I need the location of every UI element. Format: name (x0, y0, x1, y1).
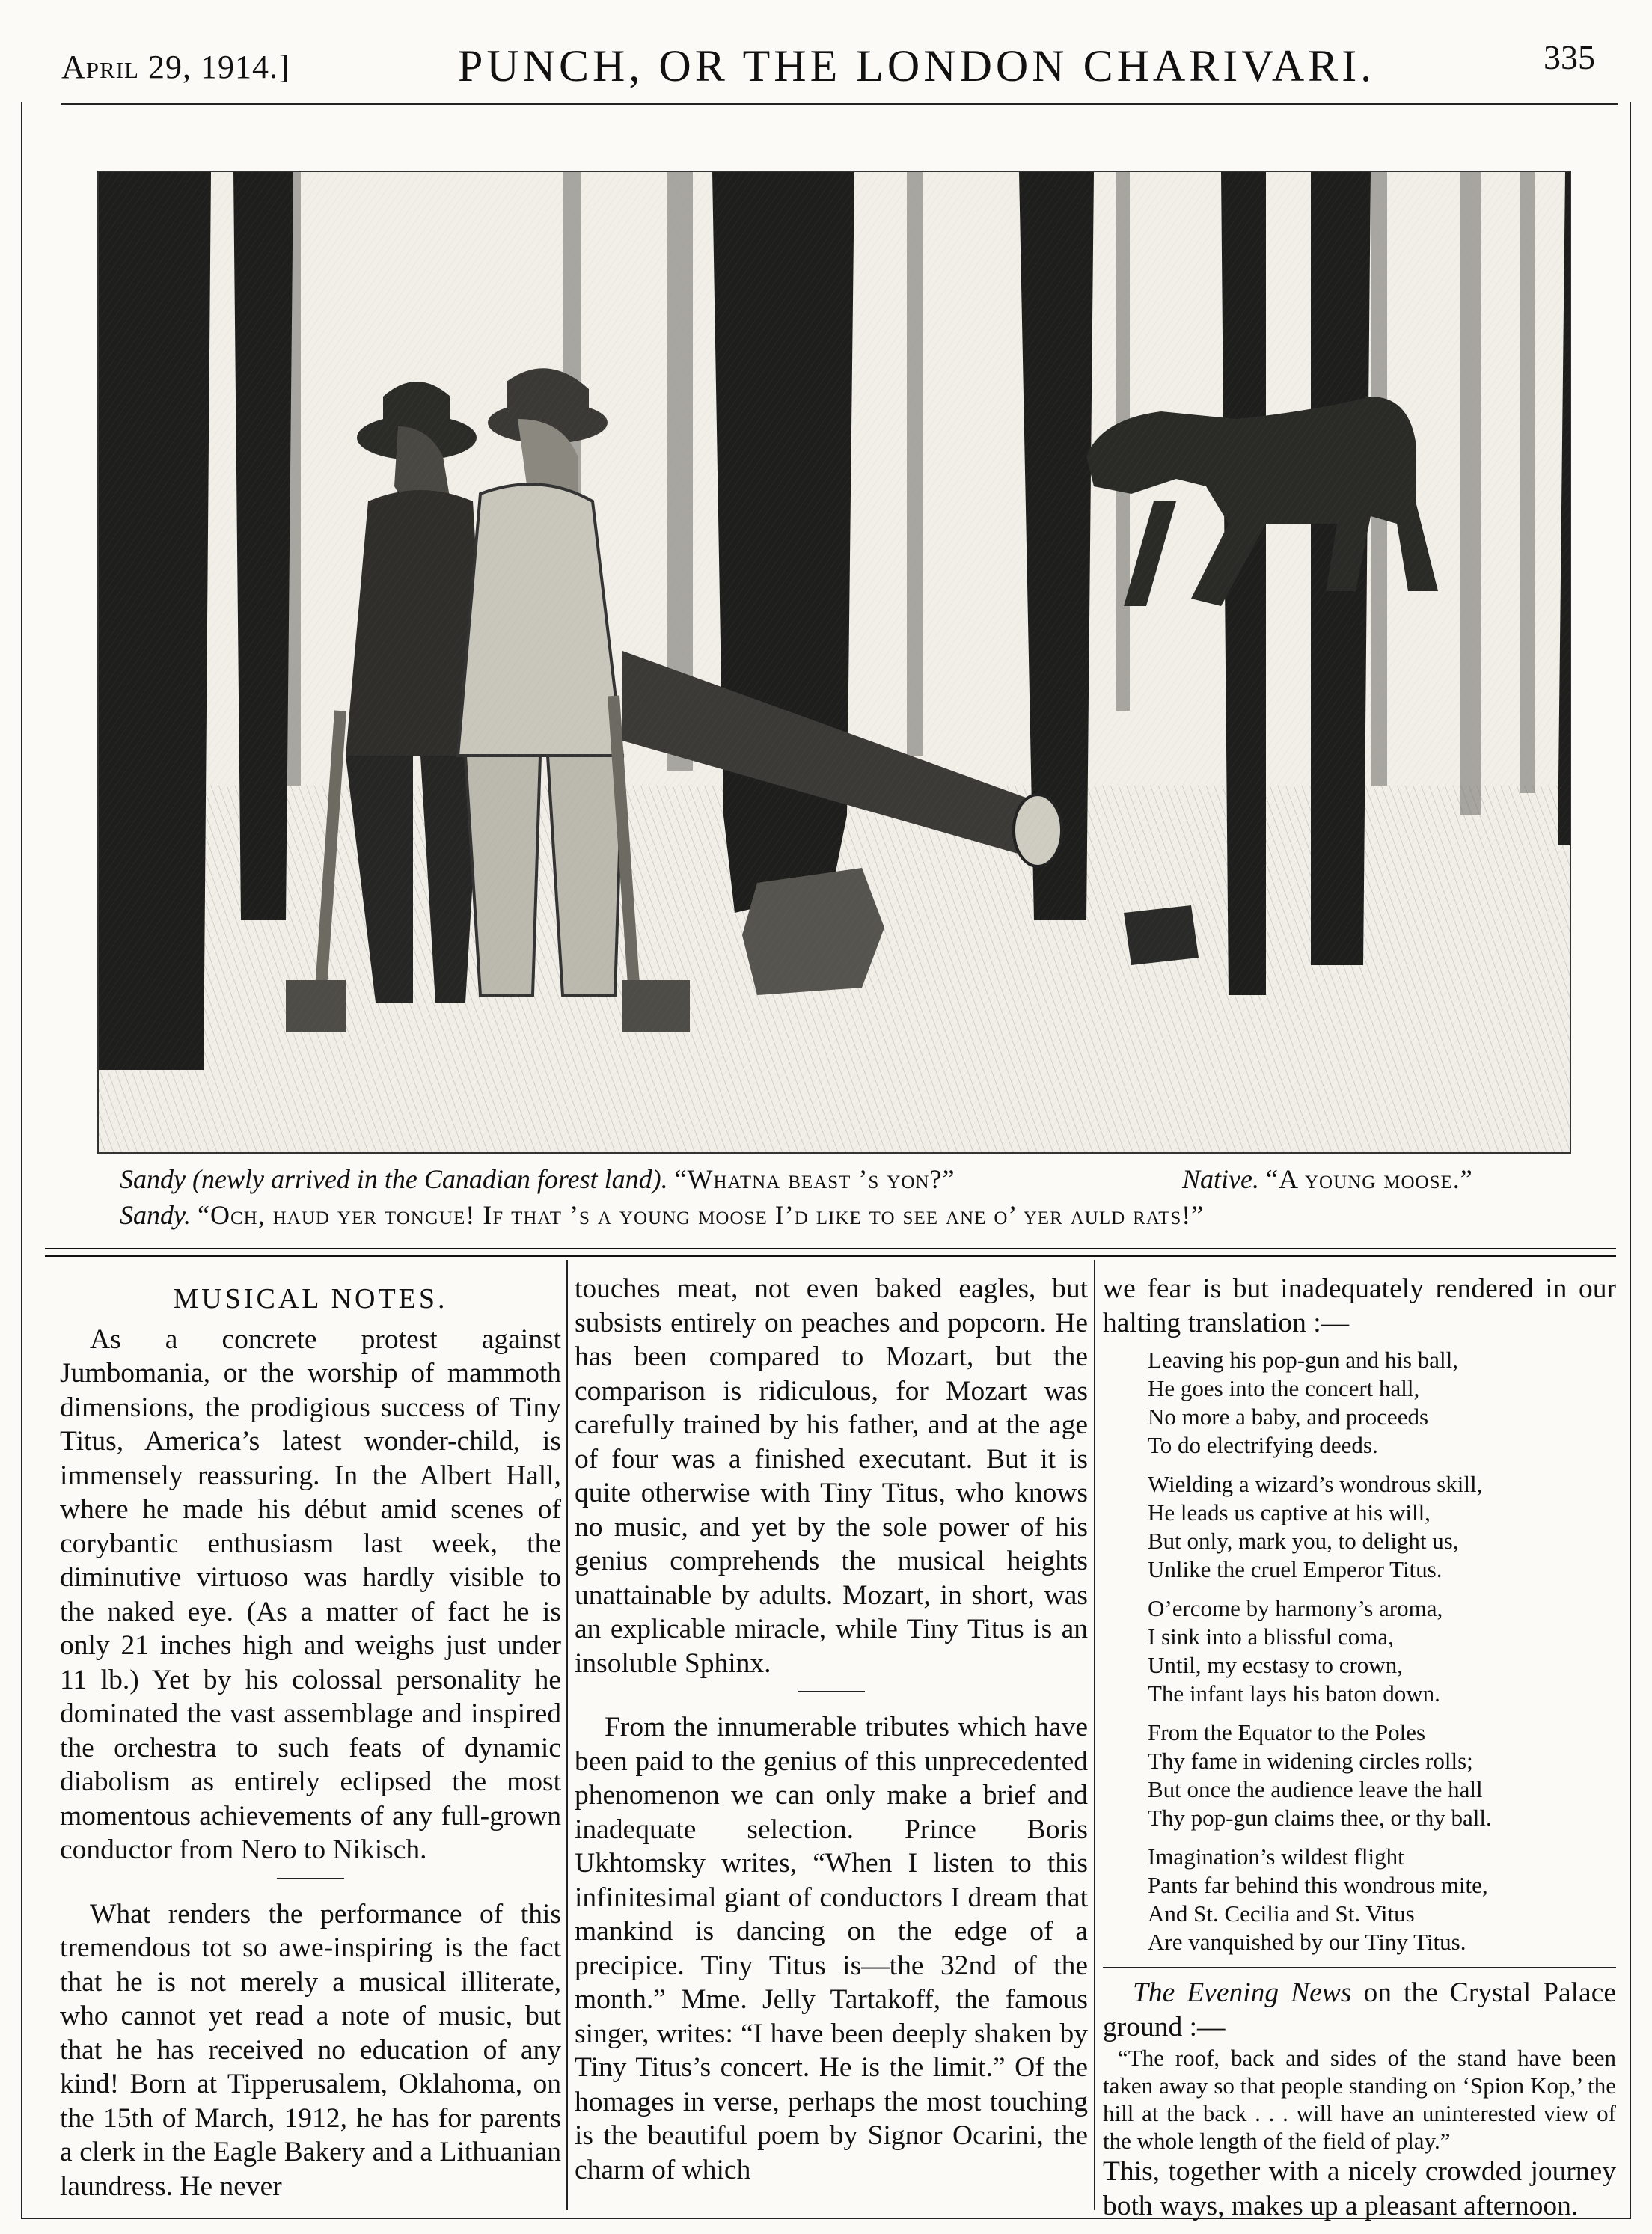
issue-date: April 29, 1914.] (61, 49, 290, 85)
section-divider (798, 1691, 865, 1692)
section-divider (277, 1878, 344, 1879)
caption-speech-2: “Och, haud yer tongue! If that ’s a young moose I’d like to see ane o’ yer auld rats!” (198, 1200, 1205, 1230)
forest-scene-drawing (99, 172, 1570, 1152)
poem-line: Pants far behind this wondrous mite, (1148, 1872, 1488, 1898)
caption-speech-1: “Whatna beast ’s yon?” (674, 1164, 955, 1194)
poem-line: Are vanquished by our Tiny Titus. (1148, 1929, 1466, 1955)
poem-line: But once the audience leave the hall (1148, 1776, 1483, 1802)
newspaper-name: The Evening News (1133, 1977, 1352, 2008)
poem-stanza (1148, 1470, 1616, 1584)
poem-line: To do electrifying deeds. (1148, 1432, 1378, 1458)
article-heading: MUSICAL NOTES. (173, 1283, 448, 1315)
caption-speaker-native: Native. (1182, 1164, 1259, 1194)
caption-speech-native: “A young moose.” (1265, 1164, 1473, 1194)
article-paragraph-2: What renders the performance of this tremendous tot so awe-inspiring is the fact that he is not merely a musical illiterate, who cannot yet read a note of music, but that he has received no education of any kind! Born at Tipperusalem, Oklahoma, on the 15th of March, 1912, he has for parents a clerk in the Eagle Bakery and a Lithuanian laundress. He never (60, 1898, 561, 2202)
caption-speaker-sandy-2: Sandy. (120, 1200, 191, 1230)
poem-line: Imagination’s wildest flight (1148, 1843, 1404, 1870)
poem-line: Leaving his pop-gun and his ball, (1148, 1347, 1458, 1373)
publication-title: PUNCH, OR THE LONDON CHARIVARI. (458, 41, 1376, 91)
poem-line: He leads us captive at his will, (1148, 1499, 1431, 1525)
poem (1148, 1346, 1616, 1956)
poem-stanza (1148, 1346, 1616, 1460)
crystal-palace-closing: This, together with a nicely crowded journey both ways, makes up a pleasant afternoon. (1103, 2156, 1616, 2221)
header-rule (61, 103, 1618, 105)
poem-line: He goes into the concert hall, (1148, 1375, 1420, 1401)
caption-speaker-sandy: Sandy (newly arrived in the Canadian forest land). (120, 1164, 668, 1194)
poem-line: No more a baby, and proceeds (1148, 1404, 1429, 1430)
page-number: 335 (1544, 38, 1595, 76)
crystal-palace-quote: “The roof, back and sides of the stand have been taken away so that people standing on ‘Spion Kop,’ the hill at the back . . . will have an uninterested view of the whole length of the field of play.” (1103, 2045, 1616, 2154)
poem-line: The infant lays his baton down. (1148, 1680, 1440, 1707)
poem-line: But only, mark you, to delight us, (1148, 1528, 1459, 1554)
poem-line: I sink into a blissful coma, (1148, 1624, 1394, 1650)
column-separator-1 (566, 1260, 568, 2210)
poem-line: Until, my ecstasy to crown, (1148, 1652, 1403, 1678)
poem-line: Thy fame in widening circles rolls; (1148, 1748, 1473, 1774)
poem-line: Wielding a wizard’s wondrous skill, (1148, 1471, 1483, 1497)
article-paragraph-4: From the innumerable tributes which have been paid to the genius of this unprecedented phenomenon we can only make a brief and inadequate selection. Prince Boris Ukhtomsky writes, “When I listen to this infinitesimal giant of conductors I dream that mankind is dancing on the edge of a precipice. Tiny Titus is—the 32nd of the month.” Mme. Jelly Tartakoff, the famous singer, writes: “I have been deeply shaken by Tiny Titus’s concert. He is the limit.” Of the homages in verse, perhaps the most touching is the beautiful poem by Signor Ocarini, the charm of which (575, 1712, 1088, 2185)
column-2 (575, 1272, 1088, 2187)
running-head (39, 31, 1618, 99)
article-paragraph-5: we fear is but inadequately rendered in our halting translation :— (1103, 1273, 1616, 1338)
poem-stanza (1148, 1594, 1616, 1708)
poem-stanza (1148, 1719, 1616, 1832)
right-border (1630, 102, 1631, 2219)
poem-line: Thy pop-gun claims thee, or thy ball. (1148, 1805, 1492, 1831)
article-paragraph-3: touches meat, not even baked eagles, but subsists entirely on peaches and popcorn. He has been compared to Mozart, but the comparison is ridiculous, for Mozart was carefully trained by his father, and at the age of four was a finished executant. But it is quite otherwise with Tiny Titus, who knows no music, and yet by the sole power of his genius comprehends the musical heights unattainable by adults. Mozart, in short, was an explicable miracle, while Tiny Titus is an insoluble Sphinx. (575, 1273, 1088, 1679)
poem-line: From the Equator to the Poles (1148, 1719, 1426, 1745)
column-separator-2 (1094, 1260, 1095, 2210)
cartoon-illustration (97, 171, 1571, 1154)
poem-line: Unlike the cruel Emperor Titus. (1148, 1556, 1443, 1582)
article-paragraph-1: As a concrete protest against Jumbomania, or the worship of mammoth dimensions, the prodigious success of Tiny Titus, America’s latest wonder-child, is immensely reassuring. In the Albert Hall, where he made his début amid scenes of corybantic enthusiasm last week, the diminutive virtuoso was hardly visible to the naked eye. (As a matter of fact he is only 21 inches high and weighs just under 11 lb.) Yet by his colossal personality he dominated the vast assemblage and inspired the orchestra to such feats of dynamic diabolism as entirely eclipsed the most momentous achievements of any full-grown conductor from Nero to Nikisch. (60, 1323, 561, 1865)
lead-text: on the Crystal Palace ground :— (1103, 1977, 1616, 2042)
poem-stanza (1148, 1843, 1616, 1956)
poem-line: O’ercome by harmony’s aroma, (1148, 1595, 1443, 1621)
cartoon-caption (120, 1161, 1571, 1233)
poem-line: And St. Cecilia and St. Vitus (1148, 1900, 1415, 1927)
column-rule (1103, 1967, 1616, 1968)
caption-double-rule (45, 1248, 1616, 1257)
left-border (21, 102, 22, 2219)
column-3 (1103, 1272, 1616, 2223)
crystal-palace-lead (1103, 1976, 1616, 2044)
column-1 (60, 1272, 561, 2203)
